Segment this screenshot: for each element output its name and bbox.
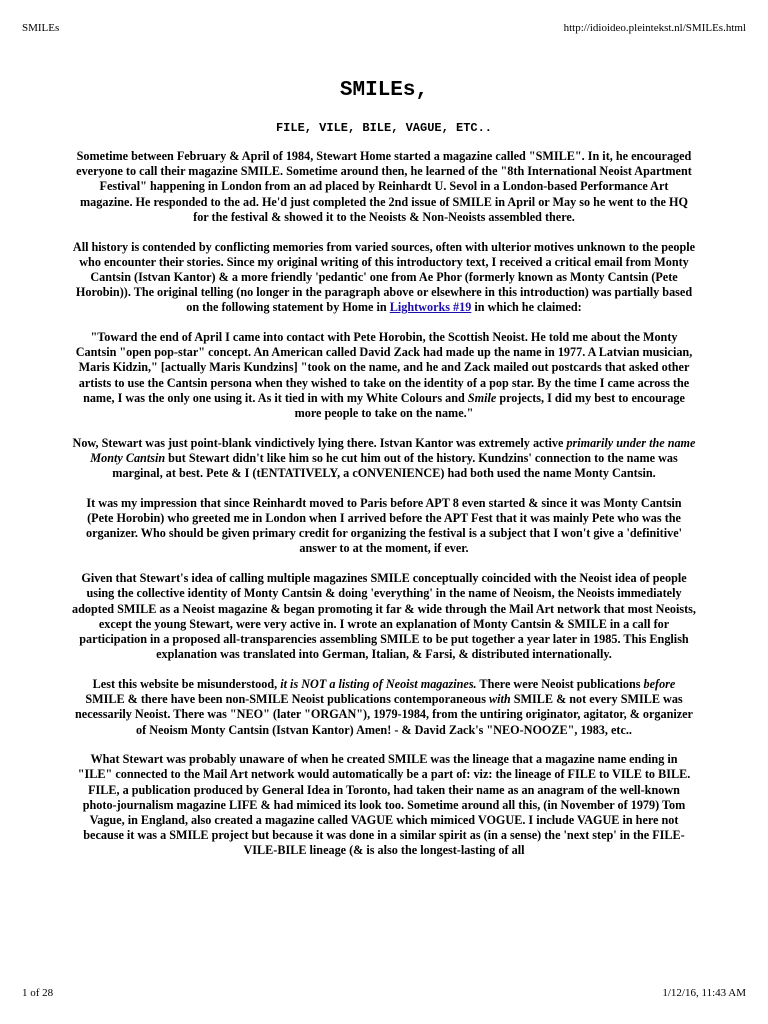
- page-title: SMILEs,: [339, 79, 429, 102]
- paragraph-1: Sometime between February & April of 1984, Stewart Home started a magazine called "SMILE". In it, he encouraged everyone to call their magazine SMILE. Sometime around then, he learned of the "8th International Neoist Apartment Festival" happening in London from an ad placed by Reinhardt U. Sevol in a London-based Performance Art magazine. He responded to the ad. He'd just completed the 2nd issue of SMILE in April or May so he went to the HQ for the festival & showed it to the Neoists & Non-Neoists assembled there.: [76, 149, 692, 224]
- article-body: [72, 149, 696, 873]
- paragraph-7-text-c: SMILE & there have been non-SMILE Neoist publications contemporaneous: [85, 692, 489, 707]
- paragraph-7-text-a: Lest this website be misunderstood,: [92, 676, 281, 691]
- lightworks-link[interactable]: Lightworks #19: [389, 300, 472, 315]
- paragraph-7-emphasis-3: with: [489, 692, 511, 707]
- paragraph-6: Given that Stewart's idea of calling multiple magazines SMILE conceptually coincided with the Neoist idea of people using the collective identity of Monty Cantsin & doing 'everything' in the name of Neoism, the Neoists immediately adopted SMILE as a Neoist magazine & began promoting it far & wide through the Mail Art network that most Neoists, except the young Stewart, were very active in. I wrote an explanation of Monty Cantsin & SMILE in a call for participation in a proposed all-transparencies assembling SMILE to be put together a year later in 1985. This English explanation was translated into German, Italian, & Farsi, & distributed internationally.: [72, 571, 696, 662]
- paragraph-7-text-b: There were Neoist publications: [476, 676, 644, 691]
- paragraph-5: It was my impression that since Reinhardt moved to Paris before APT 8 even started & since it was Monty Cantsin (Pete Horobin) who greeted me in London when I arrived before the APT Fest that it was mainly Pete who was the organizer. Who should be given primary credit for organizing the festival is a subject that I won't give a 'definitive' answer to at the moment, if ever.: [85, 495, 683, 556]
- paragraph-7: [72, 677, 696, 738]
- quote-emphasis: Smile: [467, 390, 497, 405]
- paragraph-7-emphasis-2: before: [643, 676, 676, 691]
- paragraph-4: [72, 436, 696, 482]
- paragraph-2: [72, 240, 696, 316]
- paragraph-4-emphasis: primarily under the name Monty Cantsin: [90, 435, 696, 465]
- paragraph-8: What Stewart was probably unaware of when he created SMILE was the lineage that a magazine name ending in "ILE" connected to the Mail Art network would automatically be a part of: viz: the lineage of FILE to VILE to BILE. FILE, a publication produced by General Idea in Toronto, had taken their name as an anagram of the well-known photo-journalism magazine LIFE & had mimiced its look too. Sometime around all this, (in November of 1979) Tom Vague, in England, also created a magazine called VAGUE which mimiced VOGUE. I include VAGUE in here not because it was a SMILE project but because it was done in a similar spirit as (in a sense) the 'next step' in the FILE-VILE-BILE lineage (& is also the longest-lasting of all: [77, 752, 691, 858]
- paragraph-4-text: Now, Stewart was just point-blank vindictively lying there. Istvan Kantor was extremely active: [72, 435, 567, 450]
- paragraph-7-text-d: SMILE & not every SMILE was necessarily Neoist. There was "NEO" (later "ORGAN"), 1979-1984, from the untiring originator, agitator, & organizer of Neoism Monty Cantsin (Istvan Kantor) Amen! - & David Zack's "NEO-NOOZE", 1983, etc..: [75, 692, 693, 737]
- print-timestamp: 1/12/16, 11:43 AM: [662, 987, 746, 999]
- browser-page-title: SMILEs: [22, 22, 60, 34]
- quote-paragraph: [72, 330, 696, 421]
- paragraph-2-text: All history is contended by conflicting memories from varied sources, often with ulterior motives unknown to the people who encounter their stories. Since my original writing of this introductory text, I received a critical email from Monty Cantsin (Istvan Kantor) & a more friendly 'pedantic' one from Ae Phor (formerly known as Monty Cantsin (Pete Horobin)). The original telling (no longer in the paragraph above or elsewhere in this introduction) was partially based on the following statement by Home in: [72, 239, 696, 315]
- paragraph-4-tail: but Stewart didn't like him so he cut him out of the history. Kundzins' connection to the name was marginal, at best. Pete & I (tENTATIVELY, a cONVENIENCE) had both used the name Monty Cantsin.: [112, 450, 678, 481]
- page-counter: 1 of 28: [22, 987, 54, 999]
- paragraph-2-tail: in which he claimed:: [471, 300, 582, 315]
- quote-text: "Toward the end of April I came into contact with Pete Horobin, the Scottish Neoist. He told me about the Monty Cantsin "open pop-star" concept. An American called David Zack had made up the name in 1977. A Latvian musician, Maris Kidzin," [actually Maris Kundzins] "took on the name, and he and Zack mailed out postcards that asked other artists to use the Cantsin persona when they wished to take on the identity of a pop star. By the time I came across the name, I was the only one using it. As it tied in with my White Colours and: [75, 330, 693, 405]
- paragraph-7-emphasis-1: it is NOT a listing of Neoist magazines.: [280, 676, 477, 691]
- page-url: http://idioideo.pleintekst.nl/SMILEs.html: [563, 22, 746, 34]
- quote-tail: projects, I did my best to encourage more people to take on the name.": [294, 390, 685, 421]
- page-subtitle: FILE, VILE, BILE, VAGUE, ETC..: [275, 121, 493, 135]
